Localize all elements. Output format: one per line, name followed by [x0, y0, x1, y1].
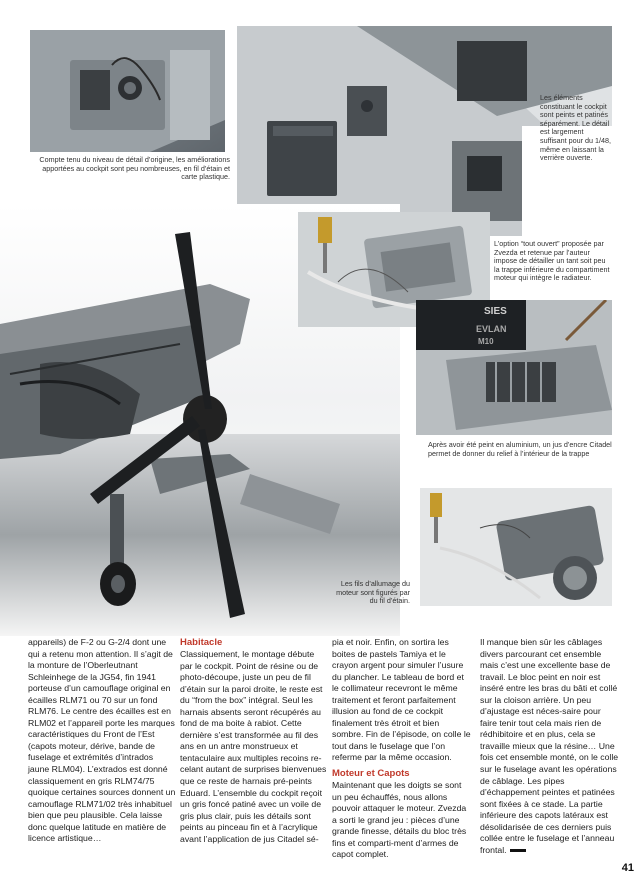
text-column-3	[332, 637, 472, 861]
engine-wiring-photo	[420, 488, 612, 606]
column-3-body-b: Maintenant que les doigts se sont un peu échauffés, nous allons pouvoir attaquer le moteur. Zvezda a sorti le grand jeu : pièces d’une grande finesse, détails du bloc très fins et comparti-ment d’armes de capot complet.	[332, 780, 467, 860]
paint-label-2: EVLAN	[476, 324, 507, 334]
column-3-body: pia et noir. Enfin, on sortira les boites de pastels Tamiya et le crayon argent pour simuler l’usure du plancher. Le tableau de bord et le collimateur recevront le même traitement et feront parfaitement illusion au fond de ce cockpit finalement très étroit et bien sombre. Fin de l’épisode, on colle le tout dans le fuselage que l’on referme par la même occasion.	[332, 637, 471, 763]
paint-label: SIES	[484, 306, 507, 317]
column-4-body	[480, 637, 620, 856]
aluminium-caption: Après avoir été peint en aluminium, un jus d’encre Citadel permet de donner du relief à l’intérieur de la trappe	[428, 440, 612, 458]
end-of-article-mark	[510, 849, 526, 852]
column-2-body: Classiquement, le montage débute par le cockpit. Point de résine ou de photo-découpe, juste un peu de fil d’étain sur la paroi droite, le reste est du “from the box” intégral. Seul les harnais absents seront récupérés au fond de ma boite à rabiot. Cette dernière s’est transformée au fil des ans en un antre monstrueux et tentaculaire aux multiples recoins re-celant autant de surprises bienvenues que ce reste de harnais pré-peints Eduard. L’ensemble du cockpit reçoit un gris foncé patiné avec un voile de gris plus clair, puis les détails sont peints au pinceau fin et à l’acrylique avant l’application de jus Citadel sé-	[180, 649, 327, 844]
habitacle-heading: Habitacle	[180, 637, 223, 648]
column-4-text: Il manque bien sûr les câblages divers parcourant cet ensemble mais c’est une excellente base de travail. Le bloc peint en noir est inséré entre les bras du bâti et collé sur la cloison arrière. Un peu d’ajustage est néces-saire pour faire tenir tout cela mais rien de rédhibitoire et en plus, cela se travaille mieux que la résine… Une fois cet ensemble monté, on le colle sur le fuselage avant les opérations de câblage. Les pipes d’échappement peintes et patinées sont fixées à ce stade. La partie inférieure des capots latéraux est désolidarisée de ces derniers puis collée entre le fuselage et l’anneau frontal.	[480, 637, 619, 855]
cockpit-sidewall-photo	[30, 30, 225, 152]
cockpit-detail-caption: Compte tenu du niveau de détail d’origine, les améliorations apportées au cockpit sont peu nombreuses, en fil d’étain et carte plastique.	[39, 155, 230, 182]
text-column-2	[180, 637, 328, 845]
open-option-caption: L’option “tout ouvert” proposée par Zvezda et retenue par l’auteur impose de détailler un tant soit peu la trappe inférieure du compartiment moteur qui intègre le radiateur.	[494, 239, 610, 283]
cockpit-parts-caption: Les éléments constituant le cockpit sont peints et patinés séparément. Le détail est largement suffisant pour du 1/48, même en laissant la verrière ouverte.	[540, 93, 611, 163]
page-number: 41	[621, 862, 634, 874]
moteur-heading: Moteur et Capots	[332, 768, 410, 780]
column-1-body: appareils) de F-2 ou G-2/4 dont une qui a retenu mon attention. Il s’agit de la monture de l’Oberleutnant Schleinhege de la JG54, fin 1941 porteuse d’un camouflage original en écailles RLM71 ou 70 sur un fond RLM76. Le centre des écailles est en RLM02 et l’appareil porte les marques caractéristiques du Front de l’Est (capots moteur, dérive, bande de fuselage et extrémités d’intrados jaune RLM04). L’extrados est donné classiquement en gris RLM74/75 quoique certaines sources donnent un camouflage RLM71/02 très inhabituel bien que peu plausible. Cela laisse donc quelque latitude en matière de licence artistique…	[28, 637, 176, 844]
text-column-1	[28, 637, 176, 845]
text-column-4	[480, 637, 620, 856]
ignition-caption: Les fils d’allumage du moteur sont figurés par du fil d’étain.	[336, 579, 410, 606]
paint-label-3: M10	[478, 337, 494, 346]
hatch-interior-photo	[416, 300, 612, 435]
